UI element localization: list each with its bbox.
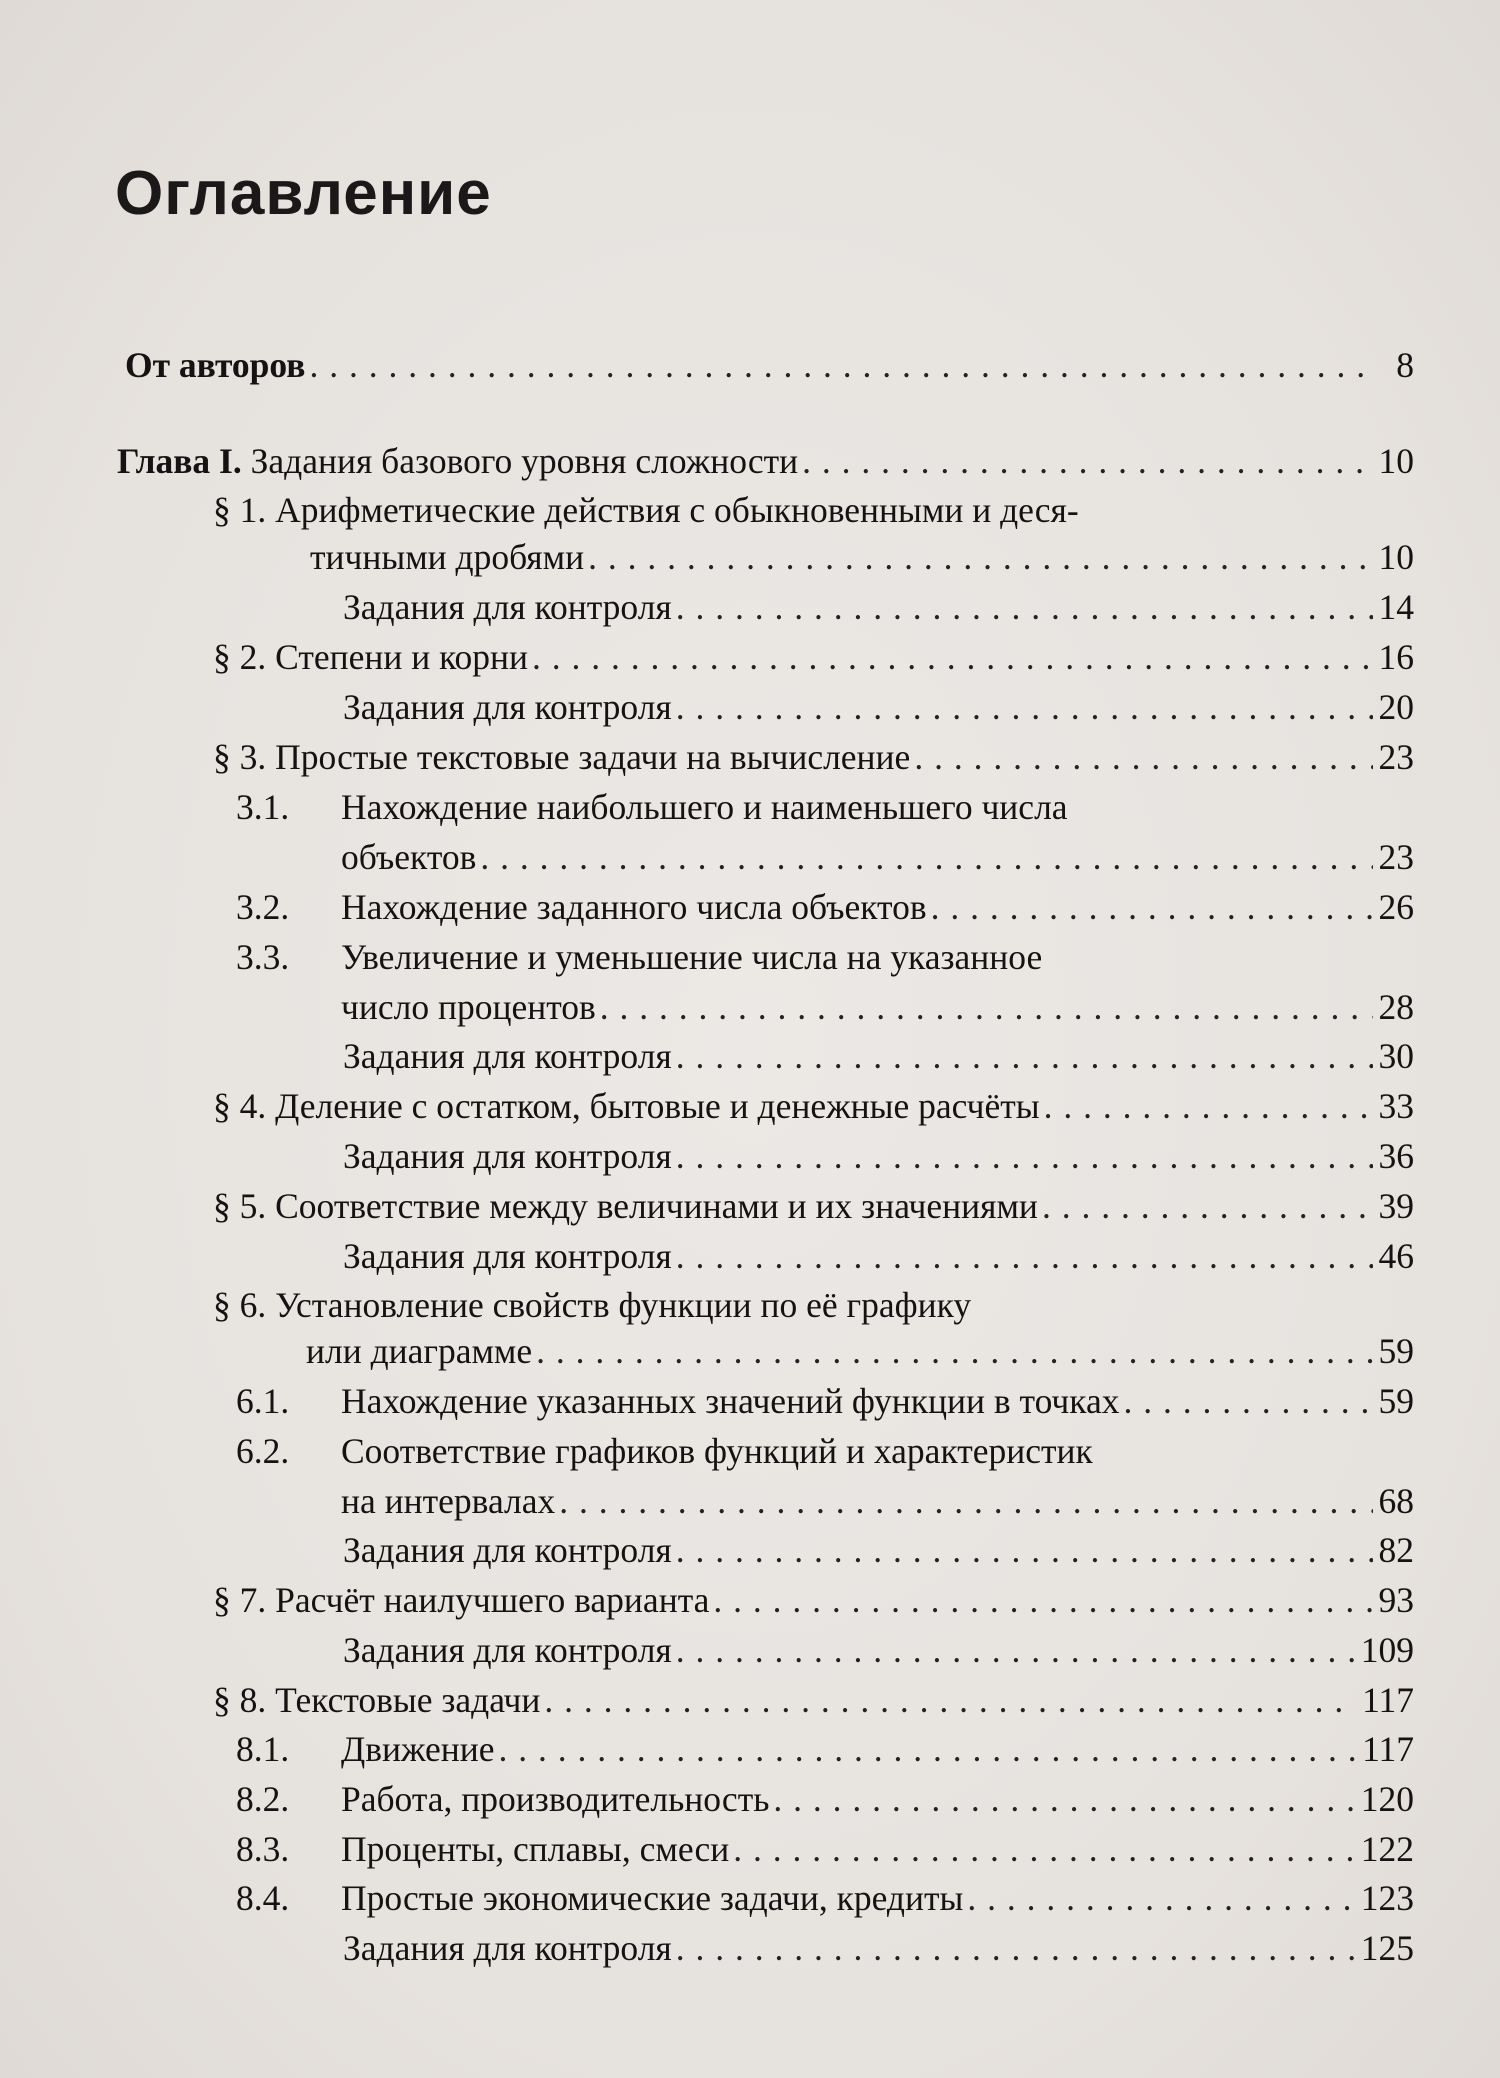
toc-entry-control-3[interactable] [343, 1031, 1414, 1081]
toc-entry-chapter-1[interactable] [117, 436, 1414, 486]
toc-subsection-number: 3.1. [236, 787, 290, 827]
toc-entry-text: объектов [341, 837, 477, 877]
toc-chapter-label: Глава I. [117, 441, 242, 481]
toc-leader [773, 1774, 1354, 1824]
toc-entry-control-1[interactable] [343, 582, 1414, 632]
toc-page-number: 10 [1378, 537, 1414, 577]
toc-entry-text: Задания для контроля [343, 587, 672, 627]
toc-entry-subsection-8-1[interactable] [341, 1724, 1414, 1774]
toc-entry-text: Работа, производительность [341, 1779, 770, 1819]
toc-subsection-number: 6.1. [236, 1381, 290, 1421]
toc-leader [1042, 1181, 1373, 1231]
toc-entry-text: § 8. Текстовые задачи [213, 1680, 541, 1720]
toc-entry-control-4[interactable] [343, 1131, 1414, 1181]
toc-page-number: 120 [1360, 1779, 1414, 1819]
toc-entry-authors[interactable] [125, 340, 1414, 390]
toc-entry-text: Нахождение указанных значений функции в точках [341, 1381, 1120, 1421]
toc-entry-text: § 3. Простые текстовые задачи на вычисление [213, 737, 911, 777]
toc-leader [676, 1231, 1373, 1281]
toc-entry-text: Задания для контроля [343, 1036, 672, 1076]
toc-page-number: 59 [1378, 1331, 1414, 1371]
toc-page-number: 30 [1378, 1036, 1414, 1076]
toc-entry-text: Задания для контроля [343, 1530, 672, 1570]
toc-page-number: 117 [1362, 1680, 1414, 1720]
toc-entry-text: Задания для контроля [343, 1136, 672, 1176]
toc-entry-subsection-3-3[interactable] [341, 982, 1414, 1032]
toc-entry-text: § 4. Деление с остатком, бытовые и денежные расчёты [213, 1086, 1040, 1126]
toc-entry-subsection-3-2[interactable] [341, 882, 1414, 932]
toc-leader [499, 1724, 1357, 1774]
toc-entry-control-7[interactable] [343, 1625, 1414, 1675]
toc-subsection-number: 8.1. [236, 1729, 290, 1769]
toc-entry-section-2[interactable] [213, 632, 1414, 682]
toc-entry-section-6[interactable] [306, 1326, 1414, 1376]
toc-leader [676, 582, 1373, 632]
toc-page-number: 122 [1360, 1829, 1414, 1869]
toc-leader [544, 1675, 1356, 1725]
toc-leader [931, 882, 1373, 932]
toc-leader [676, 1525, 1373, 1575]
toc-entry-text: Задания для контроля [343, 1630, 672, 1670]
toc-entry-subsection-6-1[interactable] [341, 1376, 1414, 1426]
toc-page-number: 117 [1362, 1729, 1414, 1769]
toc-subsection-number: 3.2. [236, 887, 290, 927]
toc-leader [676, 682, 1373, 732]
toc-entry-text: Проценты, сплавы, смеси [341, 1829, 730, 1869]
toc-entry-text: От авторов [125, 345, 306, 385]
toc-leader [967, 1873, 1354, 1923]
toc-entry-text: § 2. Степени и корни [213, 637, 529, 677]
toc-page-number: 23 [1378, 737, 1414, 777]
toc-entry-section-4[interactable] [213, 1081, 1414, 1131]
toc-page-number: 68 [1378, 1481, 1414, 1521]
toc-page-number: 125 [1360, 1928, 1414, 1968]
toc-leader [532, 632, 1372, 682]
toc-leader [914, 732, 1372, 782]
toc-leader [802, 436, 1372, 486]
toc-page-number: 23 [1378, 837, 1414, 877]
toc-entry-text: Нахождение заданного числа объектов [341, 887, 927, 927]
toc-entry-first-line: Увеличение и уменьшение числа на указанное [341, 937, 1043, 977]
toc-page-number: 16 [1378, 637, 1414, 677]
toc-leader [676, 1131, 1373, 1181]
toc-page-number: 28 [1378, 987, 1414, 1027]
toc-leader [676, 1625, 1355, 1675]
toc-leader [588, 532, 1372, 582]
toc-entry-subsection-3-1[interactable] [341, 832, 1414, 882]
toc-page-number: 26 [1378, 887, 1414, 927]
toc-entry-first-line: Нахождение наибольшего и наименьшего числа [341, 787, 1068, 827]
toc-leader [480, 832, 1372, 882]
toc-page-number: 82 [1378, 1530, 1414, 1570]
toc-entry-section-8[interactable] [213, 1675, 1414, 1725]
toc-entry-text: на интервалах [341, 1481, 556, 1521]
toc-leader [559, 1476, 1372, 1526]
toc-leader [1124, 1376, 1373, 1426]
toc-leader [309, 340, 1378, 390]
toc-entry-section-5[interactable] [213, 1181, 1414, 1231]
toc-page-number: 109 [1360, 1630, 1414, 1670]
toc-leader [676, 1923, 1355, 1973]
toc-entry-text: тичными дробями [310, 537, 585, 577]
toc-entry-subsection-8-4[interactable] [341, 1873, 1414, 1923]
toc-subsection-number: 6.2. [236, 1431, 290, 1471]
toc-page-number: 8 [1396, 345, 1414, 385]
toc-leader [600, 982, 1373, 1032]
toc-page-number: 14 [1378, 587, 1414, 627]
toc-entry-text: Простые экономические задачи, кредиты [341, 1878, 964, 1918]
toc-subsection-number: 8.3. [236, 1829, 290, 1869]
toc-leader [536, 1326, 1372, 1376]
toc-leader [676, 1031, 1373, 1081]
toc-entry-text: Движение [341, 1729, 495, 1769]
toc-entry-text: или диаграмме [306, 1331, 533, 1371]
toc-leader [713, 1575, 1372, 1625]
toc-entry-section-3[interactable] [213, 732, 1414, 782]
toc-page-number: 33 [1378, 1086, 1414, 1126]
toc-page-number: 123 [1360, 1878, 1414, 1918]
toc-leader [733, 1824, 1355, 1874]
toc-entry-text: Задания для контроля [343, 687, 672, 727]
toc-chapter-title: Задания базового уровня сложности [241, 441, 799, 481]
toc-entry-subsection-8-2[interactable] [341, 1774, 1414, 1824]
toc-entry-text: число процентов [341, 987, 596, 1027]
toc-subsection-number: 8.4. [236, 1878, 290, 1918]
toc-entry-control-2[interactable] [343, 682, 1414, 732]
toc-entry-control-6[interactable] [343, 1525, 1414, 1575]
toc-entry-text: Задания для контроля [343, 1236, 672, 1276]
toc-leader [1044, 1081, 1373, 1131]
toc-entry-text: § 7. Расчёт наилучшего варианта [213, 1580, 710, 1620]
toc-subsection-number: 3.3. [236, 937, 290, 977]
toc-page-number: 46 [1378, 1236, 1414, 1276]
toc-entry-first-line: Соответствие графиков функций и характеристик [341, 1431, 1093, 1471]
toc-page-number: 59 [1378, 1381, 1414, 1421]
toc-page-number: 36 [1378, 1136, 1414, 1176]
toc-entry-control-5[interactable] [343, 1231, 1414, 1281]
toc-entry-control-8[interactable] [343, 1923, 1414, 1973]
toc-entry-section-7[interactable] [213, 1575, 1414, 1625]
page-title: Оглавление [115, 159, 492, 228]
toc-entry-subsection-6-2[interactable] [341, 1476, 1414, 1526]
toc-subsection-number: 8.2. [236, 1779, 290, 1819]
toc-entry-first-line: § 6. Установление свойств функции по её графику [213, 1285, 972, 1325]
toc-entry-text: Задания для контроля [343, 1928, 672, 1968]
toc-page-number: 10 [1378, 441, 1414, 481]
toc-entry-section-1[interactable] [310, 532, 1414, 582]
toc-page-number: 39 [1378, 1186, 1414, 1226]
toc-page-number: 93 [1378, 1580, 1414, 1620]
toc-entry-text [117, 436, 798, 486]
toc-entry-text: § 5. Соответствие между величинами и их значениями [213, 1186, 1038, 1226]
toc-entry-subsection-8-3[interactable] [341, 1824, 1414, 1874]
toc-page-number: 20 [1378, 687, 1414, 727]
toc-entry-first-line: § 1. Арифметические действия с обыкновенными и деся- [213, 490, 1079, 530]
